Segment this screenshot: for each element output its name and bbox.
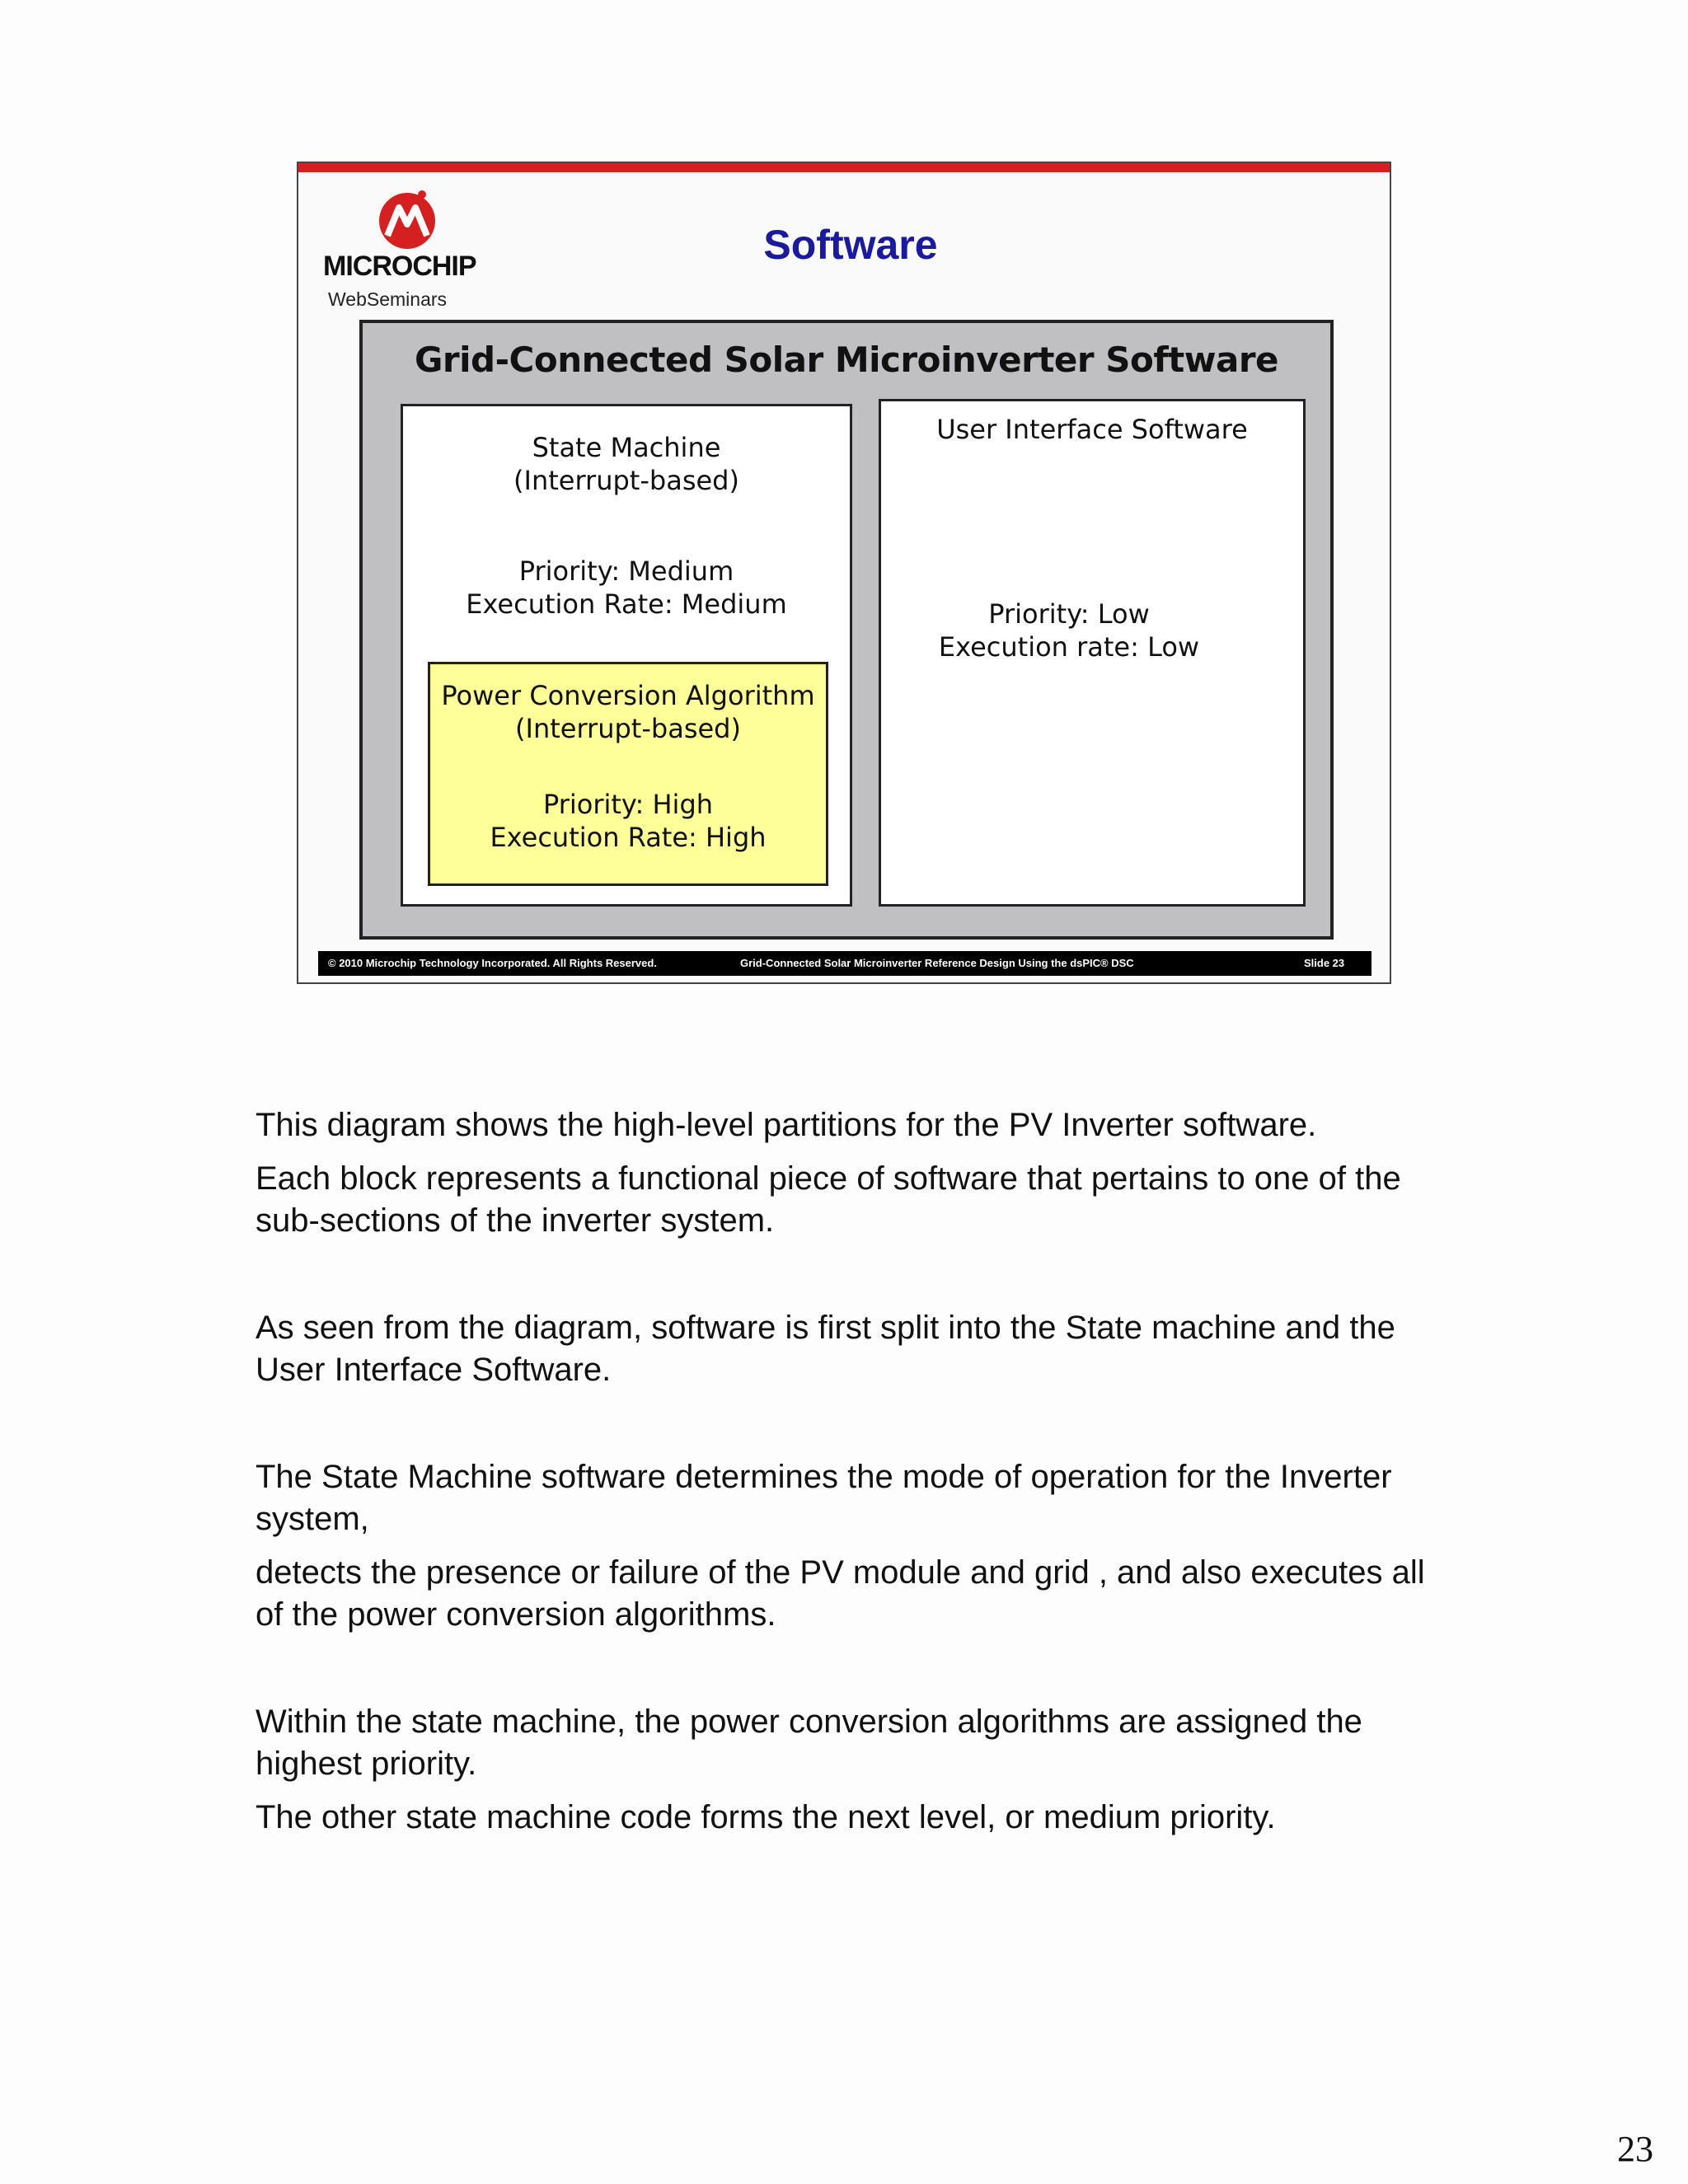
notes-paragraph: This diagram shows the high-level partitions for the PV Inverter software. bbox=[256, 1107, 1317, 1143]
notes-paragraph: Each block represents a functional piece of software that pertains to one of the sub-sections of the inverter system. bbox=[256, 1160, 1401, 1239]
state-machine-rate: Execution Rate: Medium bbox=[466, 588, 787, 620]
notes-paragraph: Within the state machine, the power conversion algorithms are assigned the highest priority. bbox=[256, 1704, 1362, 1782]
state-machine-block bbox=[401, 404, 852, 907]
user-interface-block bbox=[879, 399, 1306, 907]
microchip-logo-icon bbox=[374, 188, 440, 251]
user-interface-rate: Execution rate: Low bbox=[938, 631, 1200, 663]
notes-paragraph: As seen from the diagram, software is first split into the State machine and the User Interface Software. bbox=[256, 1310, 1395, 1388]
user-interface-priority: Priority: Low bbox=[988, 598, 1150, 630]
microchip-logo bbox=[323, 188, 488, 310]
power-conversion-name: Power Conversion Algorithm bbox=[441, 680, 815, 711]
slide-footer bbox=[318, 951, 1372, 976]
slide-accent-bar bbox=[298, 163, 1390, 172]
power-conversion-rate: Execution Rate: High bbox=[490, 822, 767, 853]
software-diagram bbox=[359, 320, 1334, 940]
footer-course-title: Grid-Connected Solar Microinverter Reference Design Using the dsPIC® DSC bbox=[740, 957, 1134, 969]
logo-subtitle: WebSeminars bbox=[328, 288, 448, 310]
notes-paragraph: detects the presence or failure of the PV module and grid , and also executes all of the power conversion algorithms. bbox=[256, 1554, 1425, 1633]
diagram-title: Grid-Connected Solar Microinverter Software bbox=[414, 340, 1279, 380]
state-machine-name: State Machine bbox=[532, 432, 721, 463]
user-interface-name: User Interface Software bbox=[936, 414, 1248, 445]
slide-title: Software bbox=[763, 222, 938, 268]
power-conversion-type: (Interrupt-based) bbox=[515, 713, 741, 744]
state-machine-type: (Interrupt-based) bbox=[513, 465, 739, 496]
state-machine-priority: Priority: Medium bbox=[518, 555, 734, 587]
footer-slide-number: Slide 23 bbox=[1304, 957, 1345, 969]
logo-wordmark: MICROCHIP bbox=[323, 251, 476, 282]
notes-paragraph: The State Machine software determines the mode of operation for the Inverter system, bbox=[256, 1459, 1392, 1537]
notes-paragraph: The other state machine code forms the next level, or medium priority. bbox=[256, 1799, 1276, 1835]
slide-image bbox=[297, 162, 1391, 984]
power-conversion-block bbox=[428, 662, 828, 886]
page-number: 23 bbox=[1617, 2129, 1653, 2169]
speaker-notes bbox=[256, 1104, 1442, 1839]
footer-copyright: © 2010 Microchip Technology Incorporated. All Rights Reserved. bbox=[328, 957, 657, 969]
power-conversion-priority: Priority: High bbox=[542, 789, 714, 820]
